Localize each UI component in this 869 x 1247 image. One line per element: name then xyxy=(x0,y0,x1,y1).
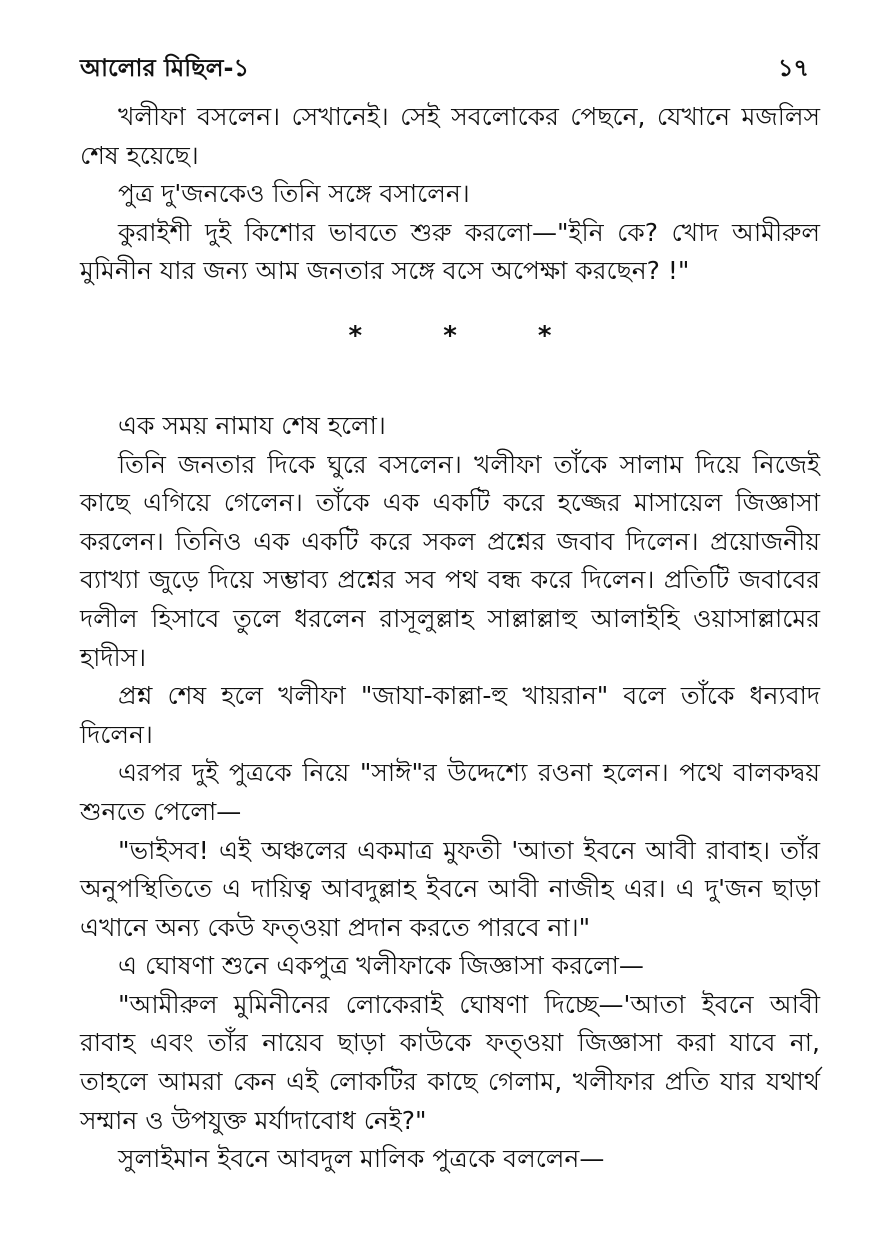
page-number: ১৭ xyxy=(777,54,809,82)
paragraph: পুত্র দু'জনকেও তিনি সঙ্গে বসালেন। xyxy=(118,179,470,209)
paragraph: সুলাইমান ইবনে আবদুল মালিক পুত্রকে বললেন— xyxy=(118,1144,605,1174)
paragraph: এ ঘোষণা শুনে একপুত্র খলীফাকে জিজ্ঞাসা করলো— xyxy=(118,951,644,981)
page-header xyxy=(80,50,809,90)
running-title: আলোর মিছিল-১ xyxy=(80,54,250,82)
paragraph: "ভাইসব! এই অঞ্চলের একমাত্র মুফতী 'আতা ইবনে আবী রাবাহ। তাঁর অনুপস্থিতিতে এ দায়িত্ব আবদুল্লাহ ইবনে আবী নাজীহ এর। এ দু'জন ছাড়া এখানে অন্য কেউ ফত্ওয়া প্রদান করতে পারবে না।" xyxy=(80,835,820,942)
page-body xyxy=(80,98,820,1179)
paragraph: প্রশ্ন শেষ হলে খলীফা "জাযা-কাল্লা-হু খায়রান" বলে তাঁকে ধন্যবাদ দিলেন। xyxy=(80,681,820,749)
paragraph: খলীফা বসলেন। সেখানেই। সেই সবলোকের পেছনে, যেখানে মজলিস শেষ হয়েছে। xyxy=(80,102,820,170)
section-separator: * * * xyxy=(348,320,588,351)
paragraph: এরপর দুই পুত্রকে নিয়ে "সাঈ"র উদ্দেশ্যে রওনা হলেন। পথে বালকদ্বয় শুনতে পেলো— xyxy=(80,758,820,826)
paragraph: তিনি জনতার দিকে ঘুরে বসলেন। খলীফা তাঁকে সালাম দিয়ে নিজেই কাছে এগিয়ে গেলেন। তাঁকে এক একটি করে হজ্জের মাসায়েল জিজ্ঞাসা করলেন। তিনিও এক একটি করে সকল প্রশ্নের জবাব দিলেন। প্রয়োজনীয় ব্যাখ্যা জুড়ে দিয়ে সম্ভাব্য প্রশ্নের সব পথ বন্ধ করে দিলেন। প্রতিটি জবাবের দলীল হিসাবে তুলে ধরলেন রাসূলুল্লাহ সাল্লাল্লাহু আলাইহি ওয়াসাল্লামের হাদীস। xyxy=(80,449,820,672)
paragraph: এক সময় নামায শেষ হলো। xyxy=(118,410,386,440)
paragraph: কুরাইশী দুই কিশোর ভাবতে শুরু করলো—"ইনি কে? খোদ আমীরুল মুমিনীন যার জন্য আম জনতার সঙ্গে বসে অপেক্ষা করছেন? !" xyxy=(80,217,820,286)
paragraph: "আমীরুল মুমিনীনের লোকেরাই ঘোষণা দিচ্ছে—'আতা ইবনে আবী রাবাহ এবং তাঁর নায়েব ছাড়া কাউকে ফত্ওয়া জিজ্ঞাসা করা যাবে না, তাহলে আমরা কেন এই লোকটির কাছে গেলাম, খলীফার প্রতি যার যথার্থ সম্মান ও উপযুক্ত মর্যাদাবোধ নেই?" xyxy=(80,989,820,1135)
